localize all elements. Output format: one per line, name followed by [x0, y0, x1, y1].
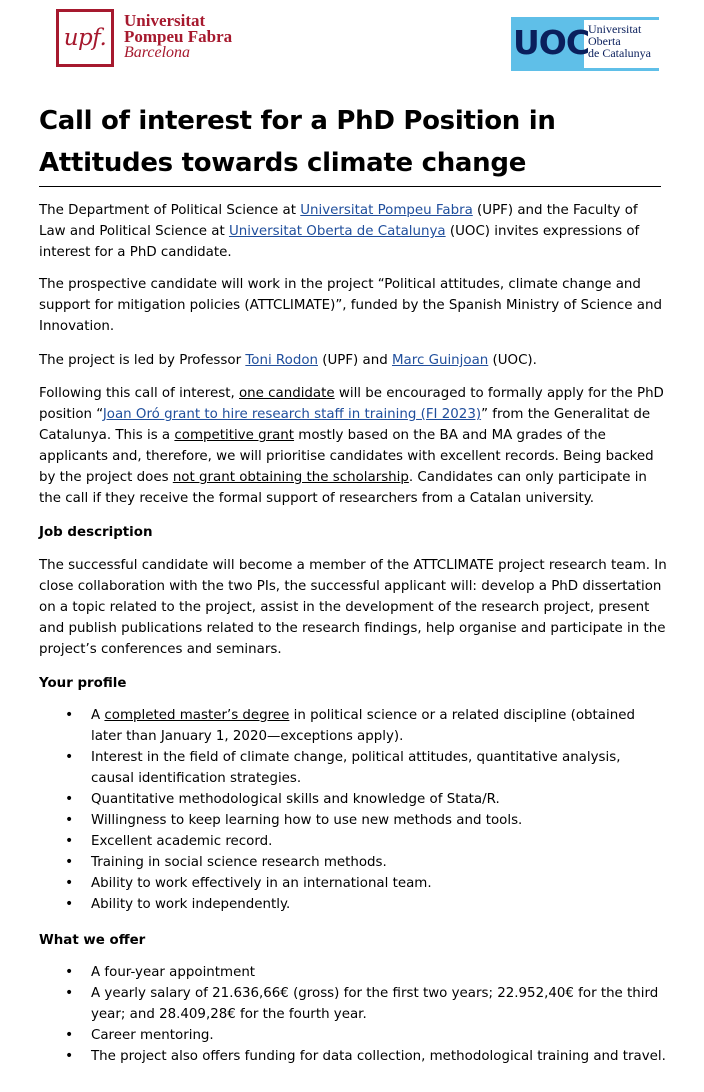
toni-rodon-link[interactable]: Toni Rodon	[245, 353, 318, 368]
uoc-logo-text	[588, 23, 651, 59]
profile-text: in political science or a related discipline (obtained later than January 1, 2020—exceptions apply).	[91, 708, 635, 744]
competitive-grant-text: competitive grant	[174, 428, 295, 443]
intro-paragraph-2	[39, 274, 667, 337]
upf-logo-line2: Pompeu Fabra	[124, 27, 233, 46]
intro-text: The Department of Political Science at	[39, 203, 301, 218]
list-item: • Training in social science research methods.	[39, 852, 667, 873]
intro-text: (UOC).	[488, 353, 537, 368]
list-item	[39, 705, 667, 747]
list-item: • Quantitative methodological skills and knowledge of Stata/R.	[39, 789, 667, 810]
upf-link[interactable]: Universitat Pompeu Fabra	[300, 203, 473, 218]
upf-logo-line3: Barcelona	[124, 44, 191, 61]
intro-paragraph-1	[39, 200, 667, 263]
intro-text: Following this call of interest,	[39, 386, 239, 401]
job-description-text	[39, 555, 667, 660]
intro-text: The project is led by Professor	[39, 353, 246, 368]
intro-text: (UPF) and the Faculty of Law and Political Science at	[39, 203, 638, 239]
not-grant-text: not grant obtaining the scholarship	[172, 470, 409, 485]
upf-logo-text	[124, 9, 232, 61]
joan-oro-grant-link[interactable]: Joan Oró grant to hire research staff in training (FI 2023)	[102, 407, 482, 422]
intro-text: will be encouraged to formally apply for the PhD position “	[39, 386, 664, 422]
list-item: • Ability to work independently.	[39, 894, 667, 915]
intro-paragraph-3	[39, 350, 667, 371]
list-item: • Ability to work effectively in an international team.	[39, 873, 667, 894]
page-title: Call of interest for a PhD Position in Attitudes towards climate change	[39, 106, 556, 178]
offer-heading: What we offer	[39, 933, 146, 948]
uoc-logo-rule-top	[584, 17, 659, 20]
marc-guinjoan-link[interactable]: Marc Guinjoan	[392, 353, 489, 368]
list-item: • A four-year appointment	[39, 962, 667, 983]
uoc-logo-mark: UOC	[513, 23, 590, 62]
offer-list	[39, 962, 667, 1067]
intro-text: . Candidates can only participate in the call if they receive the formal support of researchers from a Catalan university.	[39, 470, 647, 506]
upf-logo	[56, 9, 232, 67]
intro-text: (UOC) invites expressions of interest for a PhD candidate.	[39, 224, 640, 260]
intro-text: mostly based on the BA and MA grades of the applicants and, therefore, we will prioritise candidates with excellent records. Being backed by the project does	[39, 428, 654, 485]
job-description-paragraph: The successful candidate will become a member of the ATTCLIMATE project research team. In close collaboration with the two PIs, the successful applicant will: develop a PhD dissertation on a topic related to the project, assist in the development of the research project, present and publish publications related to the research findings, help organise and participate in the project’s conferences and seminars.	[39, 558, 667, 657]
uoc-link[interactable]: Universitat Oberta de Catalunya	[228, 224, 446, 239]
list-item: • The project also offers funding for data collection, methodological training and travel.	[39, 1046, 667, 1067]
intro-paragraph-4	[39, 383, 667, 509]
upf-logo-mark: upf.	[56, 9, 114, 67]
profile-list	[39, 705, 667, 915]
project-description: The prospective candidate will work in the project “Political attitudes, climate change and support for mitigation policies (ATTCLIMATE)”, funded by the Spanish Ministry of Science and Innovation.	[39, 277, 662, 334]
one-candidate-text: one candidate	[238, 386, 335, 401]
uoc-logo-rule-bottom	[584, 68, 659, 71]
list-item: • Willingness to keep learning how to use new methods and tools.	[39, 810, 667, 831]
uoc-logo	[511, 17, 659, 71]
intro-text: (UPF) and	[318, 353, 392, 368]
masters-degree-text: completed master’s degree	[104, 708, 290, 723]
profile-text: A	[91, 708, 105, 723]
list-item: • Excellent academic record.	[39, 831, 667, 852]
list-item: • Interest in the field of climate change, political attitudes, quantitative analysis, causal identification strategies.	[39, 747, 667, 789]
intro-text: ” from the Generalitat de Catalunya. This is a	[39, 407, 651, 443]
list-item: • A yearly salary of 21.636,66€ (gross) for the first two years; 22.952,40€ for the third year; and 28.409,28€ for the fourth year.	[39, 983, 667, 1025]
title-divider	[39, 186, 661, 187]
job-description-heading: Job description	[39, 525, 153, 540]
list-item: • Career mentoring.	[39, 1025, 667, 1046]
uoc-logo-line2: Oberta	[588, 34, 621, 48]
upf-logo-line1: Universitat	[124, 11, 206, 30]
uoc-logo-line3: de Catalunya	[588, 46, 651, 60]
profile-heading: Your profile	[39, 676, 127, 691]
uoc-logo-line1: Universitat	[588, 22, 642, 36]
